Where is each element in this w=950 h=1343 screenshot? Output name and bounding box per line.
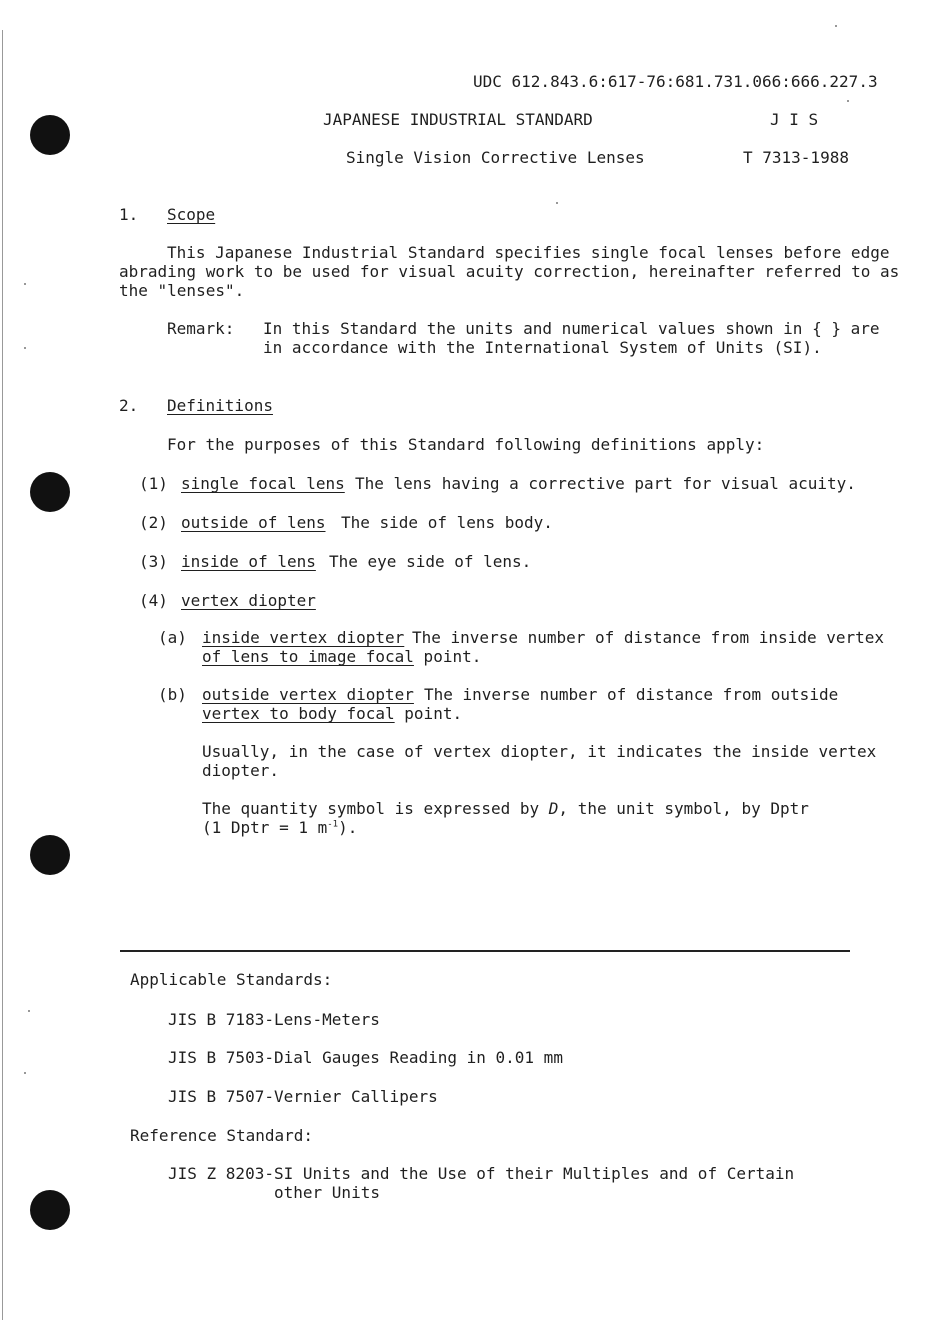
scan-speck [847, 100, 849, 102]
definition-number: (4) [139, 591, 168, 610]
quantity-text: The quantity symbol is expressed by [202, 799, 549, 818]
definition-number: (2) [139, 513, 168, 532]
definition-text: The lens having a corrective part for visual acuity. [355, 474, 856, 493]
jis-mark: J I S [770, 110, 819, 129]
punch-hole [30, 115, 70, 155]
standard-number: T 7313-1988 [743, 148, 849, 167]
definitions-intro: For the purposes of this Standard following definitions apply: [167, 435, 765, 454]
punch-hole [30, 1190, 70, 1230]
scope-text-line: the "lenses". [119, 281, 245, 300]
standard-organization: JAPANESE INDUSTRIAL STANDARD [323, 110, 593, 129]
subdefinition-text: The inverse number of distance from outside [424, 685, 839, 704]
note-text-line: Usually, in the case of vertex diopter, it indicates the inside vertex [202, 742, 877, 761]
subdefinition-number: (a) [158, 628, 187, 647]
reference-standard-item-cont: other Units [274, 1183, 380, 1202]
definition-term: single focal lens [181, 474, 345, 493]
subdefinition-text-cont: point. [413, 647, 482, 666]
definition-term: vertex diopter [181, 591, 316, 610]
subdefinition-text-cont: point. [394, 704, 463, 723]
quantity-symbol: D [548, 799, 559, 818]
scope-text-line: abrading work to be used for visual acuity correction, hereinafter referred to as [119, 262, 900, 281]
section-number: 1. [119, 205, 139, 224]
definition-text: The side of lens body. [341, 513, 553, 532]
applicable-standard-item: JIS B 7503-Dial Gauges Reading in 0.01 mm [168, 1048, 563, 1067]
document-title: Single Vision Corrective Lenses [346, 148, 645, 167]
section-number: 2. [119, 396, 139, 415]
scan-speck [24, 347, 26, 349]
scan-speck [28, 1010, 30, 1012]
definition-text: The eye side of lens. [329, 552, 532, 571]
scope-text-line: This Japanese Industrial Standard specifies single focal lenses before edge [167, 243, 890, 262]
applicable-standard-item: JIS B 7507-Vernier Callipers [168, 1087, 438, 1106]
remark-label: Remark: [167, 319, 235, 338]
subdefinition-term-cont: of lens to image focal [202, 647, 414, 666]
definition-term: inside of lens [181, 552, 316, 571]
udc-code: UDC 612.843.6:617-76:681.731.066:666.227.3 [473, 72, 878, 91]
section-heading-scope: Scope [167, 205, 216, 224]
scan-edge-line [2, 30, 3, 1320]
scan-speck [24, 1072, 26, 1074]
subdefinition-term: inside vertex diopter [202, 628, 405, 647]
definition-term: outside of lens [181, 513, 326, 532]
unit-exponent: -1 [327, 819, 339, 830]
subdefinition-text-line2 [202, 704, 462, 723]
subdefinition-text: The inverse number of distance from inside vertex [412, 628, 885, 647]
quantity-text: , the unit symbol, by Dptr [558, 799, 809, 818]
remark-text-line: in accordance with the International System of Units (SI). [263, 338, 822, 357]
punch-hole [30, 835, 70, 875]
unit-definition-line [202, 818, 357, 837]
section-heading-definitions: Definitions [167, 396, 273, 415]
unit-text: (1 Dptr = 1 m [202, 818, 328, 837]
applicable-standard-item: JIS B 7183-Lens-Meters [168, 1010, 380, 1029]
reference-standard-item: JIS Z 8203-SI Units and the Use of their Multiples and of Certain [168, 1164, 795, 1183]
quantity-symbol-line [202, 799, 809, 818]
note-text-line: diopter. [202, 761, 280, 780]
footnote-divider [120, 950, 850, 952]
subdefinition-number: (b) [158, 685, 187, 704]
subdefinition-text-line2 [202, 647, 481, 666]
scan-speck [556, 202, 558, 204]
scan-speck [24, 283, 26, 285]
definition-number: (3) [139, 552, 168, 571]
applicable-standards-heading: Applicable Standards: [130, 970, 333, 989]
subdefinition-term: outside vertex diopter [202, 685, 414, 704]
punch-hole [30, 472, 70, 512]
unit-text: ). [338, 818, 358, 837]
subdefinition-term-cont: vertex to body focal [202, 704, 395, 723]
reference-standard-heading: Reference Standard: [130, 1126, 314, 1145]
definition-number: (1) [139, 474, 168, 493]
scan-speck [835, 25, 837, 27]
remark-text-line: In this Standard the units and numerical values shown in { } are [263, 319, 880, 338]
